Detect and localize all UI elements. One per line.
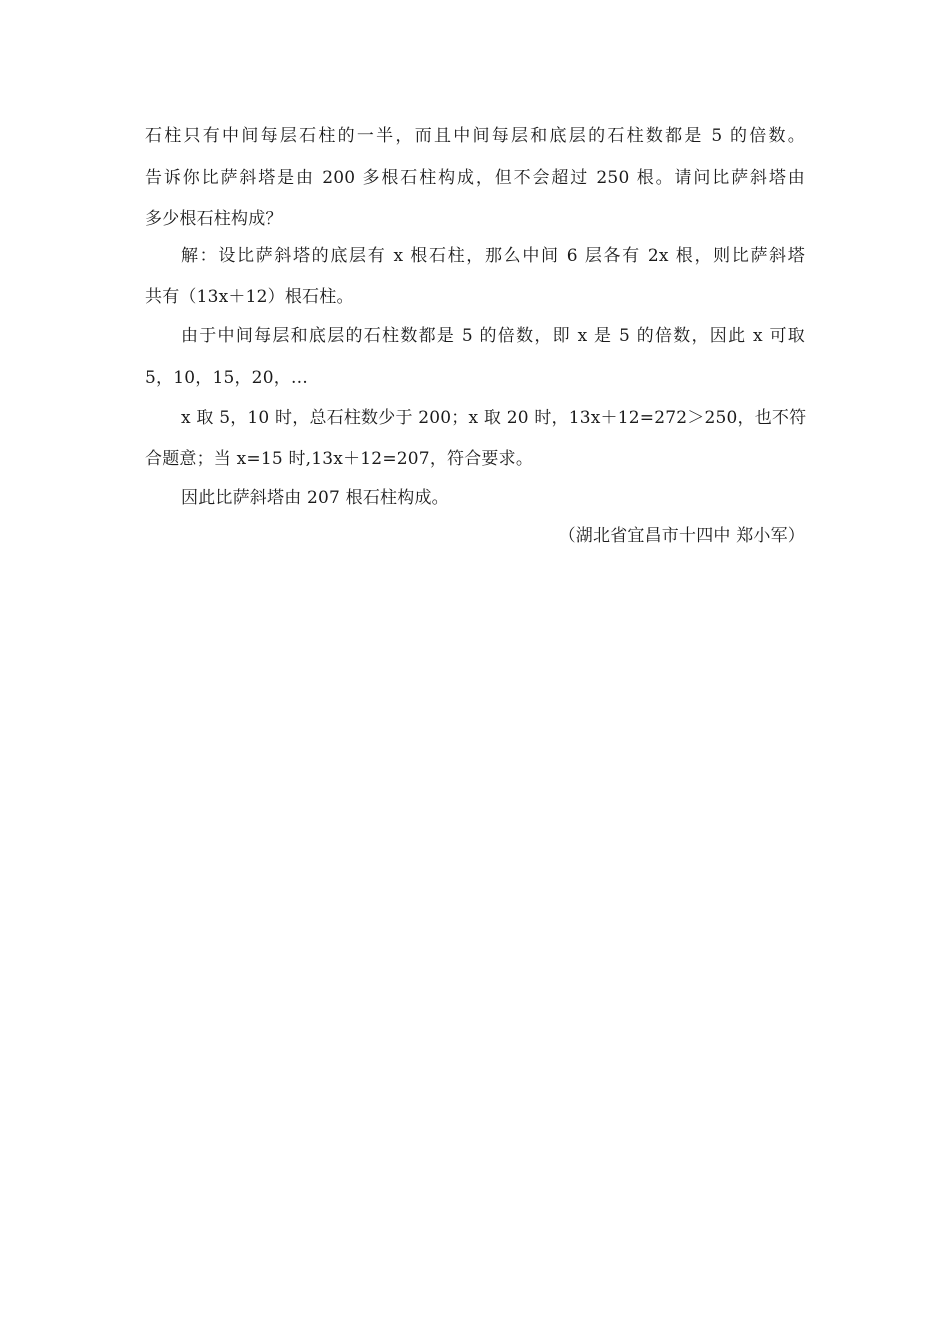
solution-conclusion: 因此比萨斜塔由 207 根石柱构成。 — [181, 488, 449, 508]
solution-paragraph-3-line-2: 合题意；当 x=15 时,13x＋12=207，符合要求。 — [145, 449, 534, 469]
solution-paragraph-2-line-2: 5，10，15，20，… — [145, 368, 309, 388]
problem-line-3: 多少根石柱构成？ — [145, 209, 283, 229]
solution-paragraph-3-line-1: x 取 5，10 时，总石柱数少于 200；x 取 20 时，13x＋12=272＞250，也不符 — [181, 408, 807, 428]
problem-line-2: 告诉你比萨斜塔是由 200 多根石柱构成，但不会超过 250 根。请问比萨斜塔由 — [145, 168, 805, 188]
solution-paragraph-2-line-1: 由于中间每层和底层的石柱数都是 5 的倍数，即 x 是 5 的倍数，因此 x 可取 — [181, 326, 805, 346]
solution-paragraph-1-line-2: 共有（13x＋12）根石柱。 — [145, 287, 354, 307]
problem-line-1: 石柱只有中间每层石柱的一半，而且中间每层和底层的石柱数都是 5 的倍数。 — [145, 126, 805, 146]
solution-paragraph-1-line-1: 解：设比萨斜塔的底层有 x 根石柱，那么中间 6 层各有 2x 根，则比萨斜塔 — [181, 246, 805, 266]
author-attribution: （湖北省宜昌市十四中 郑小军） — [558, 526, 805, 546]
